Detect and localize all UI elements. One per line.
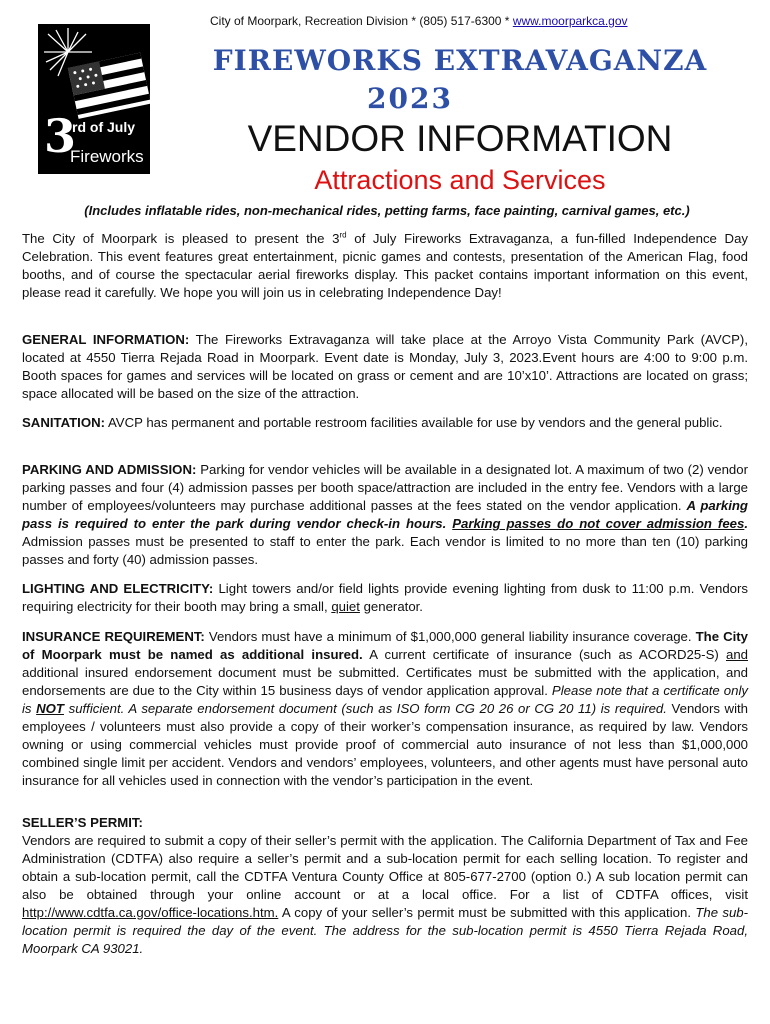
fourth-of-july-logo xyxy=(38,24,150,174)
cdtfa-offices-link[interactable]: http://www.cdtfa.ca.gov/office-locations.htm. xyxy=(22,905,279,920)
logo-line3: Fireworks xyxy=(70,147,144,166)
section-label: INSURANCE REQUIREMENT: xyxy=(22,629,205,644)
includes-note: (Includes inflatable rides, non-mechanical rides, petting farms, face painting, carnival games, etc.) xyxy=(84,203,690,218)
section-label: PARKING AND ADMISSION: xyxy=(22,462,197,477)
section-label: LIGHTING AND ELECTRICITY: xyxy=(22,581,214,596)
page-subheading: Attractions and Services xyxy=(314,165,606,195)
header-org-text: City of Moorpark, Recreation Division * (805) 517-6300 * xyxy=(210,14,513,28)
logo-line2: rd of July xyxy=(72,119,136,135)
event-year: 2023 xyxy=(367,82,453,115)
section-label: SELLER’S PERMIT: xyxy=(22,815,143,830)
general-information-section: GENERAL INFORMATION: The Fireworks Extravaganza will take place at the Arroyo Vista Community Park (AVCP), located at 4550 Tierra Rejada Road in Moorpark. Event date is Monday, July 3, 2023.Event hours are 4:00 to 9:00 p.m. Booth spaces for games and services will be located on grass or cement and are 10’x10’. Attractions are located on grass; space allocated will be based on the size of the attraction. xyxy=(22,332,748,401)
sellers-permit-section: SELLER’S PERMIT: Vendors are required to submit a copy of their seller’s permit with the application. The California Department of Tax and Fee Administration (CDTFA) also require a seller’s permit and a sub-location permit for each selling location. To register and obtain a sub-location permit, call the CDTFA Ventura County Office at 805-677-2700 (option 0.) A sub location permit can also be obtained through your online account or at a local office. For a list of CDTFA offices, visit http://www.cdtfa.ca.gov/office-locations.htm. A copy of your seller’s permit must be submitted with this application. The sub-location permit is required the day of the event. The address for the sub-location permit is 4550 Tierra Rejada Road, Moorpark CA 93021. xyxy=(22,815,749,956)
section-label: SANITATION: xyxy=(22,415,106,430)
section-label: GENERAL INFORMATION: xyxy=(22,332,190,347)
parking-admission-section: PARKING AND ADMISSION: Parking for vendor vehicles will be available in a designated lot. A maximum of two (2) vendor parking passes and four (4) admission passes per booth space/attraction are included in the entry fee. Vendors with a large number of employees/volunteers may purchase additional passes at the fees stated on the vendor application. A parking pass is required to enter the park during vendor check-in hours. Parking passes do not cover admission fees. Admission passes must be presented to staff to enter the park. Each vendor is limited to no more than ten (10) parking passes and forty (40) admission passes. xyxy=(22,462,748,567)
event-title: FIREWORKS EXTRAVAGANZA xyxy=(212,44,708,77)
lighting-electricity-section: LIGHTING AND ELECTRICITY: Light towers and/or field lights provide evening lighting from dusk to 11:00 p.m. Vendors requiring electricity for their booth may bring a small, quiet generator. xyxy=(22,581,748,614)
website-link[interactable]: www.moorparkca.gov xyxy=(512,14,628,28)
sanitation-section: SANITATION: AVCP has permanent and portable restroom facilities available for use by vendors and the general public. xyxy=(22,415,723,430)
logo-numeral: 3 xyxy=(44,109,77,163)
header-contact-line xyxy=(210,14,628,28)
page-heading: VENDOR INFORMATION xyxy=(247,118,673,159)
insurance-requirement-section: INSURANCE REQUIREMENT: Vendors must have a minimum of $1,000,000 general liability insurance coverage. The City of Moorpark must be named as additional insured. A current certificate of insurance (such as ACORD25-S) and additional insured endorsement document must be submitted. Certificates must be submitted with the application, and endorsements are due to the City within 15 business days of vendor application approval. Please note that a certificate only is NOT sufficient. A separate endorsement document (such as ISO form CG 20 26 or CG 20 11) is required. Vendors with employees / volunteers must also provide a copy of their worker’s compensation insurance, as required by law. Vendors owning or using commercial vehicles must provide proof of commercial auto insurance of not less than $1,000,000 combined single limit per accident. Vendors and vendors’ employees, volunteers, and other agents must have personal auto insurance for all vehicles used in connection with the vendor’s participation in the event. xyxy=(22,629,749,788)
intro-paragraph: The City of Moorpark is pleased to present the 3rd of July Fireworks Extravaganza, a fun-filled Independence Day Celebration. This event features great entertainment, picnic games and contests, presentation of the American Flag, food booths, and of course the spectacular aerial fireworks display. This packet contains important information on this event, please read it carefully. We hope you will join us in celebrating Independence Day! xyxy=(22,230,748,300)
